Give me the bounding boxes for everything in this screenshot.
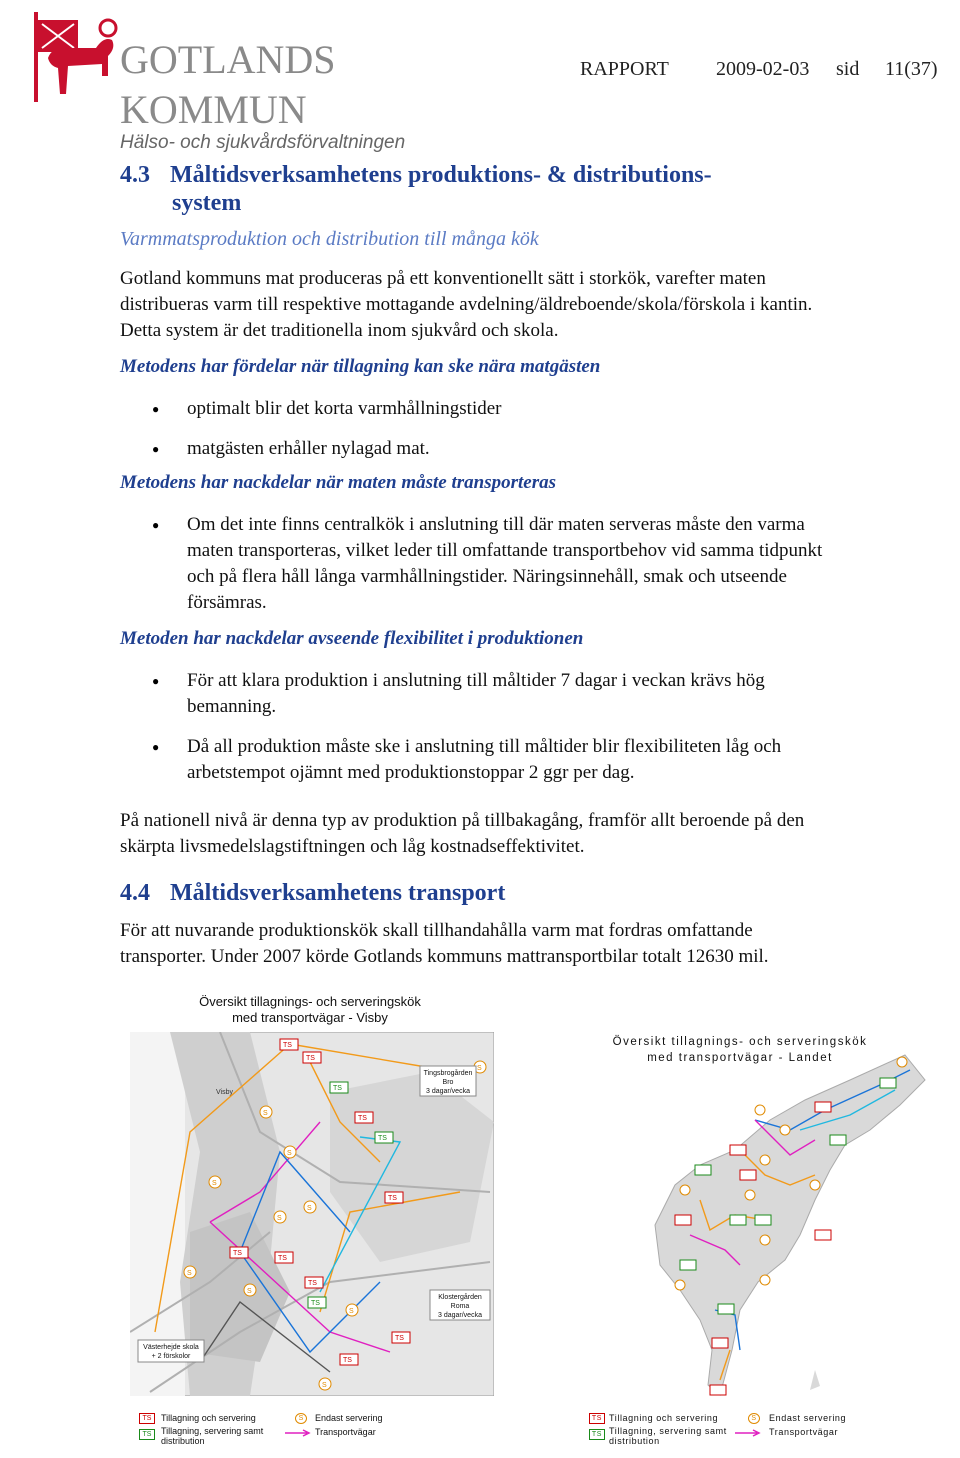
s-marker-label: S bbox=[263, 1110, 268, 1117]
ts-marker-label: TS bbox=[308, 1280, 317, 1287]
s-marker-label: S bbox=[307, 1205, 312, 1212]
section-43-heading bbox=[120, 162, 712, 188]
map-label-vasterhejde: Västerhejde skola bbox=[143, 1344, 199, 1351]
map-landet bbox=[640, 1050, 930, 1400]
ts-marker bbox=[830, 1135, 846, 1145]
ts-marker-label: TS bbox=[358, 1115, 367, 1122]
ts-marker bbox=[718, 1304, 734, 1314]
legend-line: Tillagning, servering samt bbox=[161, 1426, 264, 1436]
advantage-item: optimalt blir det korta varmhållningstider bbox=[187, 398, 502, 419]
doc-date: 2009-02-03 bbox=[716, 58, 810, 80]
section-43-number: 4.3 bbox=[120, 162, 150, 188]
legend-route-label: Transportvägar bbox=[769, 1427, 839, 1437]
section-44-number: 4.4 bbox=[120, 880, 150, 906]
map-title-line: med transportvägar - Visby bbox=[232, 1010, 388, 1025]
doc-type: RAPPORT bbox=[580, 58, 669, 80]
ts-marker-label: TS bbox=[343, 1357, 352, 1364]
flexibility-heading: Metoden har nackdelar avseende flexibilitet i produktionen bbox=[120, 628, 584, 649]
flexibility-item-1 bbox=[187, 668, 917, 720]
ts-marker bbox=[880, 1078, 896, 1088]
ts-marker bbox=[675, 1215, 691, 1225]
gotland-island bbox=[655, 1055, 925, 1395]
section-43-subtitle: Varmmatsproduktion och distribution till många kök bbox=[120, 228, 539, 250]
para-line: bemanning. bbox=[187, 696, 277, 717]
map-visby bbox=[130, 1032, 494, 1396]
legend-ts-label: Tillagning och servering bbox=[609, 1413, 719, 1423]
legend-s-icon: S bbox=[295, 1413, 307, 1424]
legend-line: distribution bbox=[161, 1436, 205, 1446]
s-marker-label: S bbox=[322, 1382, 327, 1389]
map-label-days: 3 dagar/vecka bbox=[438, 1312, 482, 1319]
para-line: Om det inte finns centralkök i anslutning till där maten serveras måste den varma bbox=[187, 514, 805, 535]
para-line: Gotland kommuns mat produceras på ett konventionellt sätt i storkök, varefter maten bbox=[120, 268, 766, 289]
legend-route-arrow-icon bbox=[285, 1429, 313, 1437]
map-label-klostergarden: Klostergården bbox=[438, 1294, 482, 1301]
para-line: distribueras varm till respektive mottagande avdelning/äldreboende/skola/förskola i kantin. bbox=[120, 294, 813, 315]
s-marker bbox=[675, 1280, 685, 1290]
org-name-line2: KOMMUN bbox=[120, 87, 307, 132]
legend-ts2-label bbox=[609, 1426, 727, 1446]
ts-marker-label: TS bbox=[306, 1055, 315, 1062]
para-line: arbetstempot ojämnt med produktionstoppar 2 ggr per dag. bbox=[187, 762, 635, 783]
ts-marker bbox=[710, 1385, 726, 1395]
disadvantages-heading: Metodens har nackdelar när maten måste transporteras bbox=[120, 472, 556, 493]
map-label-forskolor: + 2 förskolor bbox=[151, 1353, 191, 1360]
map-label-visby: Visby bbox=[216, 1089, 233, 1096]
legend-ts-icon: TS bbox=[139, 1413, 155, 1424]
legend-visby bbox=[135, 1410, 495, 1446]
map-label-bro: Bro bbox=[442, 1079, 454, 1086]
map-title-line: Översikt tillagnings- och serveringskök bbox=[612, 1036, 868, 1048]
map-title-line: Översikt tillagnings- och serveringskök bbox=[199, 994, 421, 1009]
s-marker-label: S bbox=[277, 1215, 282, 1222]
org-name-line1: GOTLANDS bbox=[120, 37, 336, 82]
section-43-title-line2: system bbox=[172, 190, 242, 216]
s-marker-label: S bbox=[247, 1288, 252, 1295]
s-marker bbox=[760, 1275, 770, 1285]
legend-ts-label: Tillagning och servering bbox=[161, 1413, 256, 1423]
s-marker bbox=[897, 1057, 907, 1067]
ts-marker-label: TS bbox=[395, 1335, 404, 1342]
para-line: försämras. bbox=[187, 592, 267, 613]
para-line: och på flera håll långa varmhållningstider. Näringsinnehåll, smak och utseende bbox=[187, 566, 787, 587]
s-marker bbox=[745, 1190, 755, 1200]
gotland-ram-logo bbox=[8, 6, 120, 106]
legend-line: distribution bbox=[609, 1436, 660, 1446]
legend-ts2-icon: TS bbox=[589, 1429, 605, 1440]
ts-marker bbox=[740, 1170, 756, 1180]
para-line: maten transporteras, vilket leder till omfattande transportbehov vid samma tidpunkt bbox=[187, 540, 823, 561]
legend-ts-icon: TS bbox=[589, 1413, 605, 1424]
s-marker-label: S bbox=[187, 1270, 192, 1277]
s-marker-label: S bbox=[349, 1308, 354, 1315]
legend-landet bbox=[585, 1410, 945, 1446]
map-label-roma: Roma bbox=[450, 1303, 470, 1310]
para-line: För att nuvarande produktionskök skall tillhandahålla varm mat fordras omfattande bbox=[120, 920, 753, 941]
advantages-heading: Metodens har fördelar när tillagning kan ske nära matgästen bbox=[120, 356, 601, 377]
ts-marker bbox=[730, 1215, 746, 1225]
ts-marker-label: TS bbox=[311, 1300, 320, 1307]
para-line: För att klara produktion i anslutning till måltider 7 dagar i veckan krävs hög bbox=[187, 670, 765, 691]
s-marker bbox=[760, 1155, 770, 1165]
island-fragment bbox=[810, 1370, 820, 1390]
s-marker bbox=[810, 1180, 820, 1190]
bullet-icon: ● bbox=[152, 740, 160, 754]
ts-marker bbox=[695, 1165, 711, 1175]
logo-ram-horn bbox=[100, 20, 116, 36]
ts-marker-label: TS bbox=[388, 1195, 397, 1202]
section-43-paragraph bbox=[120, 266, 920, 344]
flexibility-item-2 bbox=[187, 734, 917, 786]
s-marker bbox=[760, 1235, 770, 1245]
ts-marker bbox=[712, 1338, 728, 1348]
ts-marker bbox=[815, 1230, 831, 1240]
ts-marker-label: TS bbox=[378, 1135, 387, 1142]
legend-ts2-label bbox=[161, 1426, 263, 1446]
page-label: sid bbox=[836, 58, 860, 80]
legend-s-icon: S bbox=[748, 1413, 760, 1424]
bullet-icon: ● bbox=[152, 402, 160, 416]
bullet-icon: ● bbox=[152, 674, 160, 688]
para-line: transporter. Under 2007 körde Gotlands kommuns mattransportbilar totalt 12630 mil. bbox=[120, 946, 769, 967]
ts-marker-label: TS bbox=[278, 1255, 287, 1262]
legend-route-label: Transportvägar bbox=[315, 1427, 376, 1437]
section-43-title-line1: Måltidsverksamhetens produktions- & distributions- bbox=[170, 162, 712, 188]
s-marker bbox=[780, 1125, 790, 1135]
ts-marker bbox=[730, 1145, 746, 1155]
map-label-days: 3 dagar/vecka bbox=[426, 1088, 470, 1095]
map-title-line: med transportvägar - Landet bbox=[647, 1052, 833, 1064]
s-marker bbox=[755, 1105, 765, 1115]
section-44-title: Måltidsverksamhetens transport bbox=[170, 880, 506, 906]
map-visby-title bbox=[170, 994, 450, 1026]
section-44-paragraph bbox=[120, 918, 920, 970]
bullet-icon: ● bbox=[152, 518, 160, 532]
page-number: 11(37) bbox=[885, 58, 938, 80]
national-paragraph bbox=[120, 808, 920, 860]
para-line: Detta system är det traditionella inom sjukvård och skola. bbox=[120, 320, 559, 341]
disadvantage-item bbox=[187, 512, 917, 616]
ts-marker bbox=[755, 1215, 771, 1225]
section-44-heading bbox=[120, 880, 505, 906]
ts-marker-label: TS bbox=[283, 1042, 292, 1049]
s-marker-label: S bbox=[477, 1065, 482, 1072]
para-line: På nationell nivå är denna typ av produktion på tillbakagång, framför allt beroende på den bbox=[120, 810, 805, 831]
ts-marker bbox=[815, 1102, 831, 1112]
legend-route-arrow-icon bbox=[735, 1429, 763, 1437]
para-line: skärpta livsmedelslagstiftningen och låg kostnadseffektivitet. bbox=[120, 836, 585, 857]
legend-ts2-icon: TS bbox=[139, 1429, 155, 1440]
legend-s-label: Endast servering bbox=[315, 1413, 383, 1423]
department-name: Hälso- och sjukvårdsförvaltningen bbox=[120, 132, 406, 153]
advantage-item: matgästen erhåller nylagad mat. bbox=[187, 438, 430, 459]
map-label-tingsbrogarden: Tingsbrogården bbox=[423, 1070, 473, 1077]
logo-staff bbox=[34, 12, 38, 102]
bullet-icon: ● bbox=[152, 442, 160, 456]
legend-s-label: Endast servering bbox=[769, 1413, 847, 1423]
legend-line: Tillagning, servering samt bbox=[609, 1426, 727, 1436]
s-marker-label: S bbox=[212, 1180, 217, 1187]
s-marker-label: S bbox=[287, 1150, 292, 1157]
ts-marker-label: TS bbox=[233, 1250, 242, 1257]
ts-marker-label: TS bbox=[333, 1085, 342, 1092]
para-line: Då all produktion måste ske i anslutning till måltider blir flexibiliteten låg och bbox=[187, 736, 782, 757]
ts-marker bbox=[680, 1260, 696, 1270]
s-marker bbox=[680, 1185, 690, 1195]
